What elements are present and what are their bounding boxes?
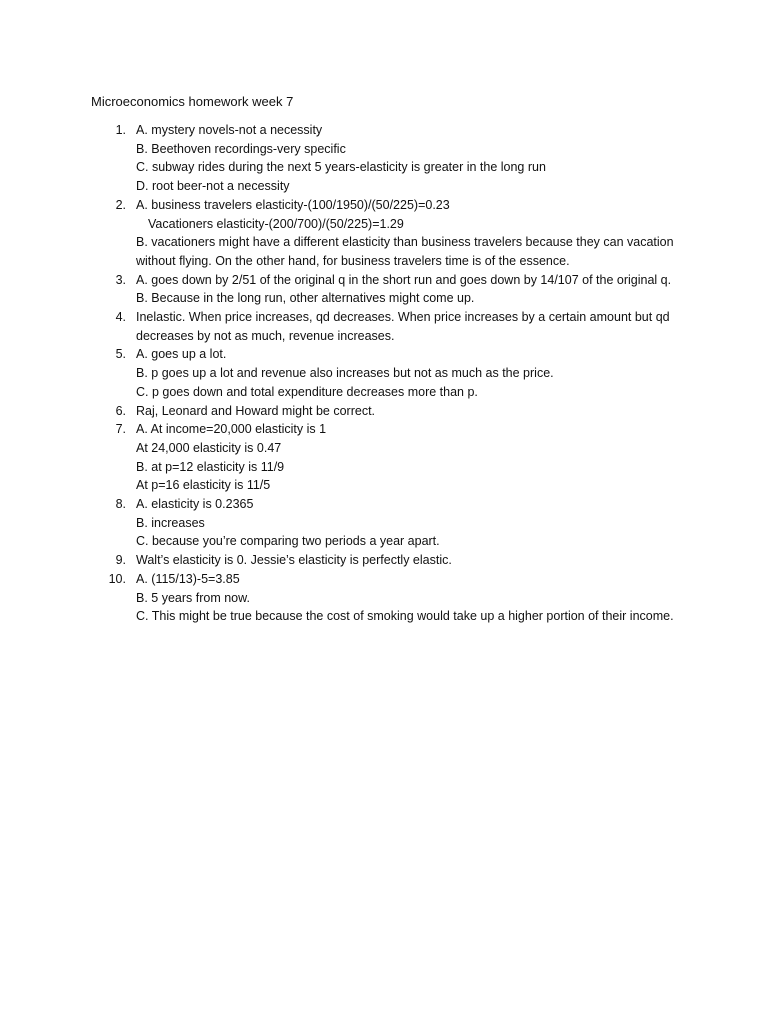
answer-line: D. root beer-not a necessity <box>136 179 290 194</box>
list-item <box>0 420 768 495</box>
item-body <box>136 495 676 551</box>
item-body <box>136 345 676 401</box>
answer-line: B. increases <box>136 515 205 530</box>
item-number: 7. <box>115 422 126 437</box>
item-body <box>136 196 676 271</box>
item-body <box>136 271 676 308</box>
answer-line: B. Because in the long run, other alternatives might come up. <box>136 291 475 306</box>
item-number: 6. <box>115 403 126 418</box>
answer-line: A. (115/13)-5=3.85 <box>136 571 240 586</box>
item-number: 1. <box>115 123 126 137</box>
answer-line: C. p goes down and total expenditure decreases more than p. <box>136 384 478 399</box>
answer-line: Raj, Leonard and Howard might be correct. <box>136 403 376 418</box>
list-item <box>0 271 768 308</box>
item-number: 9. <box>115 553 126 568</box>
answer-line: B. Beethoven recordings-very specific <box>136 141 346 156</box>
answer-line: At 24,000 elasticity is 0.47 <box>136 440 282 455</box>
item-body <box>136 570 676 626</box>
item-number: 8. <box>115 497 126 512</box>
answer-list <box>0 121 768 626</box>
answer-line: C. because you’re comparing two periods a year apart. <box>136 534 440 549</box>
answer-line: B. vacationers might have a different elasticity than business travelers because they can vacation without flying. On the other hand, for business travelers time is of the essence. <box>136 235 674 268</box>
item-body <box>136 551 676 570</box>
item-body <box>136 402 676 421</box>
answer-line: Vacationers elasticity-(200/700)/(50/225)=1.29 <box>148 216 404 231</box>
answer-line: B. 5 years from now. <box>136 590 250 605</box>
list-item <box>0 551 768 570</box>
item-body <box>136 420 676 495</box>
list-item <box>0 570 768 626</box>
list-item <box>0 345 768 401</box>
list-item <box>0 121 768 196</box>
answer-line: At p=16 elasticity is 11/5 <box>136 478 271 493</box>
item-body <box>136 121 676 196</box>
answer-line: Inelastic. When price increases, qd decreases. When price increases by a certain amount but qd decreases by not as much, revenue increases. <box>136 310 670 343</box>
item-number: 10. <box>108 571 126 586</box>
answer-line: Walt’s elasticity is 0. Jessie’s elasticity is perfectly elastic. <box>136 553 452 568</box>
item-body <box>136 308 676 345</box>
list-item <box>0 402 768 421</box>
item-number: 2. <box>115 197 126 212</box>
answer-line: A. elasticity is 0.2365 <box>136 497 254 512</box>
answer-line: A. goes down by 2/51 of the original q in the short run and goes down by 14/107 of the original q. <box>136 272 672 287</box>
list-item <box>0 308 768 345</box>
item-number: 3. <box>115 272 126 287</box>
item-number: 5. <box>115 347 126 362</box>
answer-line: A. goes up a lot. <box>136 347 227 362</box>
answer-line: A. business travelers elasticity-(100/1950)/(50/225)=0.23 <box>136 197 450 212</box>
list-item <box>0 495 768 551</box>
answer-line: B. p goes up a lot and revenue also increases but not as much as the price. <box>136 366 554 381</box>
item-number: 4. <box>115 310 126 325</box>
answer-line: C. subway rides during the next 5 years-elasticity is greater in the long run <box>136 160 546 175</box>
answer-line: A. mystery novels-not a necessity <box>136 123 323 137</box>
answer-line: C. This might be true because the cost of smoking would take up a higher portion of their income. <box>136 609 674 624</box>
document-title: Microeconomics homework week 7 <box>91 94 294 109</box>
answer-line: B. at p=12 elasticity is 11/9 <box>136 459 285 474</box>
answer-line: A. At income=20,000 elasticity is 1 <box>136 422 327 437</box>
list-item <box>0 196 768 271</box>
